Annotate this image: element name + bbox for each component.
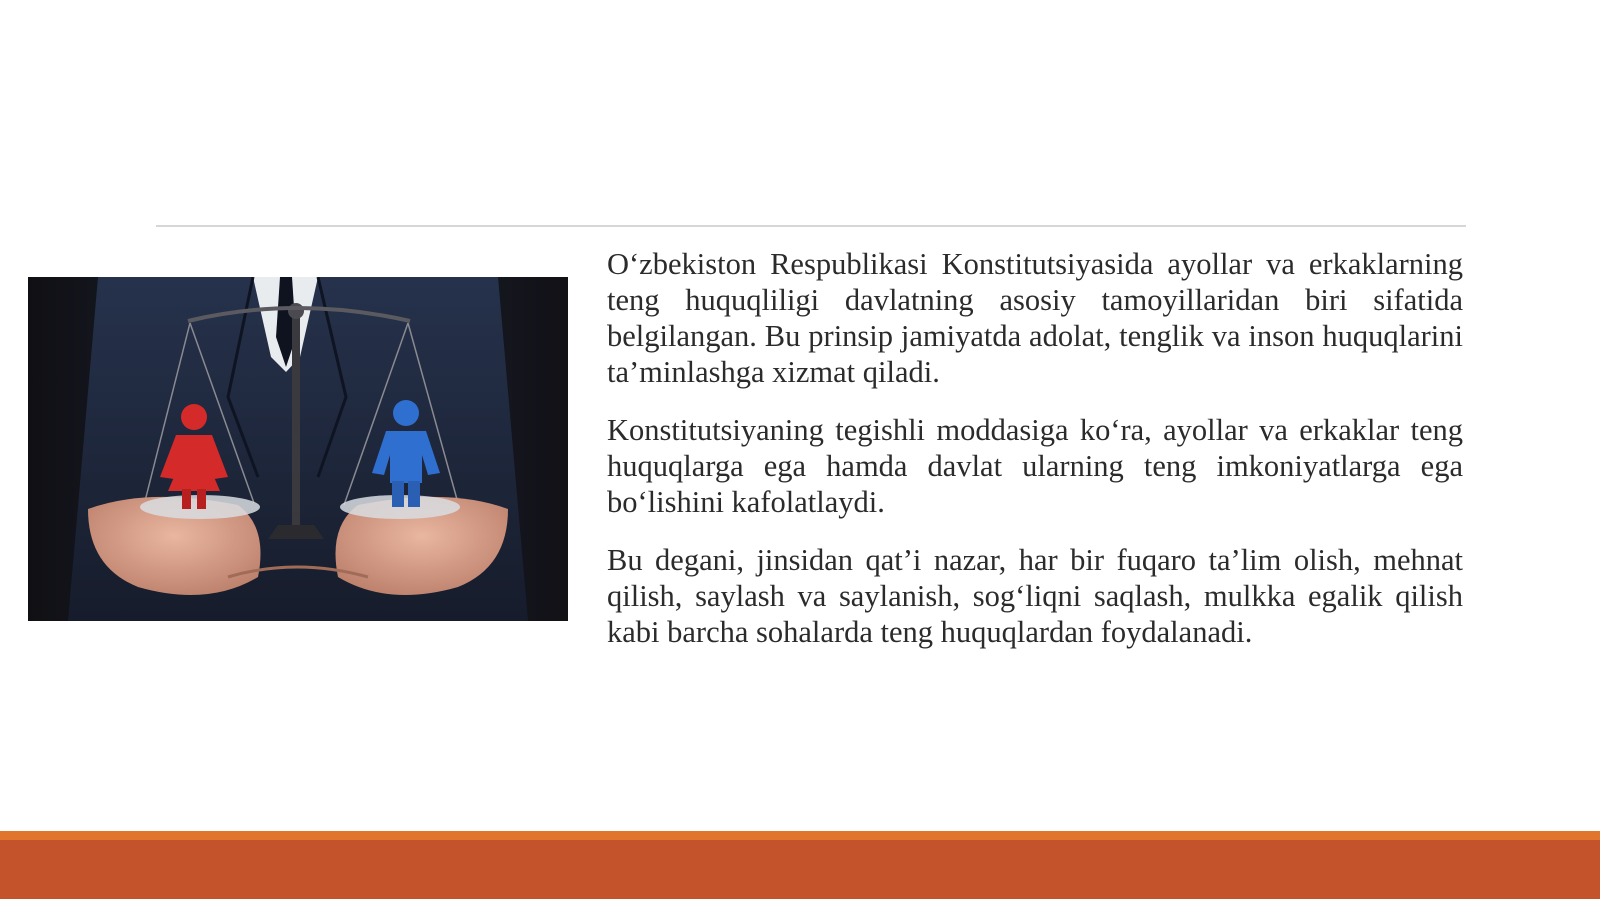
paragraph-constitution: O‘zbekiston Respublikasi Konstitutsiyasida ayollar va erkaklarning teng huquqliligi davlatning asosiy tamoyillaridan biri sifatida belgilangan. Bu prinsip jamiyatda adolat, tenglik va inson huquqlarini ta’minlashga xizmat qiladi. (607, 247, 1463, 389)
paragraph-citizen-rights: Bu degani, jinsidan qat’i nazar, har bir fuqaro ta’lim olish, mehnat qilish, saylash va saylanish, sog‘liqni saqlash, mulkka egalik qilish kabi barcha sohalarda teng huquqlardan foydalanadi. (607, 543, 1463, 649)
footer-accent-band (0, 831, 1600, 899)
gender-equality-scales-image (28, 277, 568, 621)
title-divider-line (156, 225, 1466, 227)
footer-accent-stripe (0, 831, 1600, 840)
body-text (607, 246, 1463, 672)
paragraph-equal-rights: Konstitutsiyaning tegishli moddasiga ko‘ra, ayollar va erkaklar teng huquqlarga ega hamda davlat ularning teng imkoniyatlarga ega bo‘lishini kafolatlaydi. (607, 413, 1463, 519)
scale-pole (292, 307, 300, 537)
